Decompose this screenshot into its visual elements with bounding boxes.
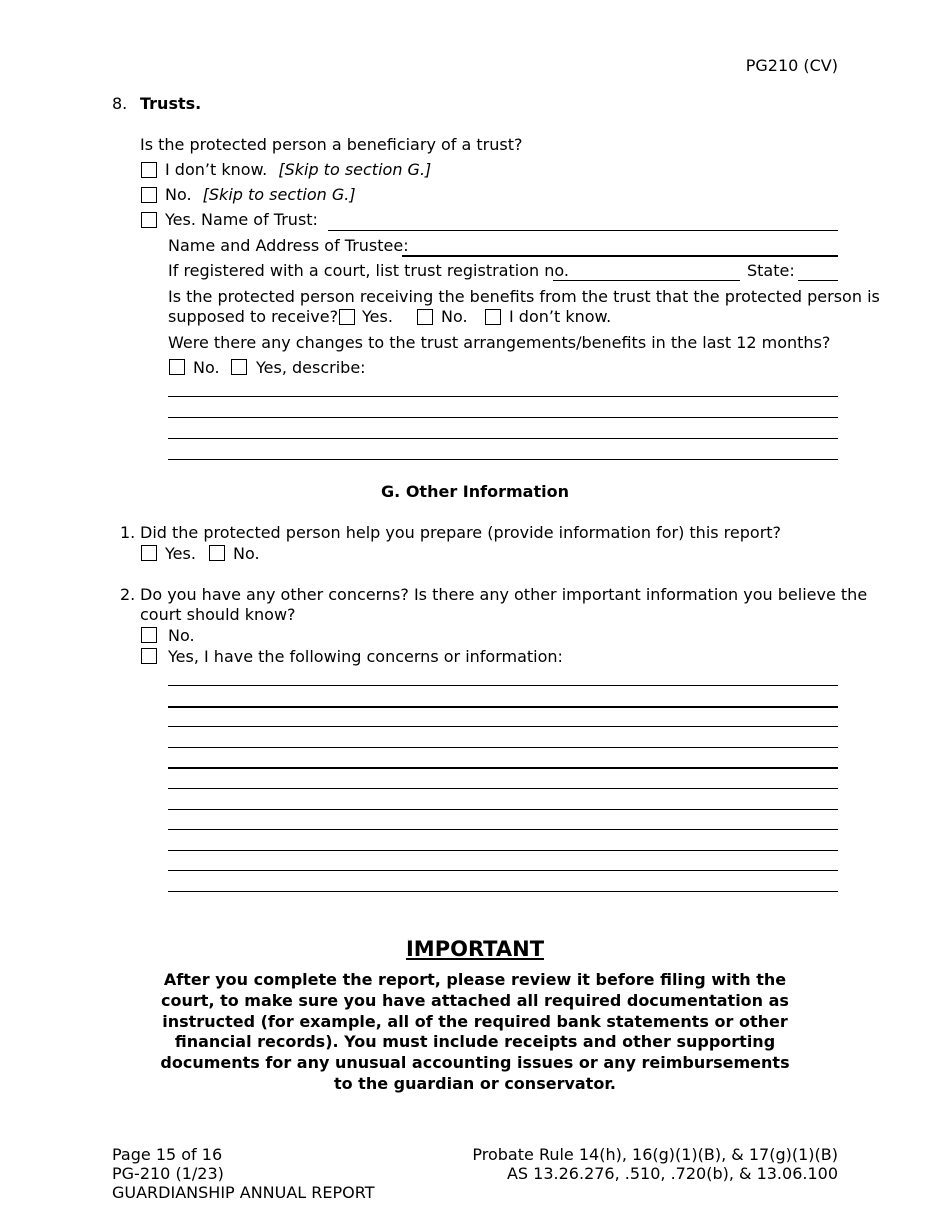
skip-note: [Skip to section G.]: [278, 160, 432, 179]
q2-no-label: No.: [168, 626, 195, 645]
describe-line[interactable]: [168, 417, 838, 418]
trustee-label: Name and Address of Trustee:: [168, 236, 409, 255]
footer-form-title: GUARDIANSHIP ANNUAL REPORT: [112, 1183, 375, 1202]
describe-line[interactable]: [168, 459, 838, 460]
state-line[interactable]: [798, 280, 838, 281]
no-trust-checkbox[interactable]: [141, 187, 157, 203]
q2-text-cont: court should know?: [140, 605, 296, 624]
registration-label: If registered with a court, list trust registration no.: [168, 261, 569, 280]
important-line: documents for any unusual accounting issues or any reimbursements: [160, 1053, 790, 1072]
changes-no-label: No.: [193, 358, 220, 377]
q2-yes-checkbox[interactable]: [141, 648, 157, 664]
concerns-line[interactable]: [168, 726, 838, 727]
q1-no-label: No.: [233, 544, 260, 563]
benefits-yes-label: Yes.: [362, 307, 393, 326]
q1-number: 1.: [120, 523, 136, 542]
registration-line[interactable]: [553, 280, 740, 281]
footer-statute: AS 13.26.276, .510, .720(b), & 13.06.100: [506, 1164, 838, 1183]
dont-know-checkbox[interactable]: [141, 162, 157, 178]
benefits-no-checkbox[interactable]: [417, 309, 433, 325]
section-title: Trusts.: [140, 94, 202, 113]
footer-page: Page 15 of 16: [112, 1145, 223, 1164]
dont-know-label: I don’t know. [Skip to section G.]: [165, 160, 432, 179]
form-code: PG210 (CV): [745, 56, 838, 75]
benefits-question: Is the protected person receiving the benefits from the trust that the protected person is: [168, 287, 880, 306]
concerns-line[interactable]: [168, 747, 838, 748]
footer-rule: Probate Rule 14(h), 16(g)(1)(B), & 17(g)(1)(B): [472, 1145, 838, 1164]
changes-no-checkbox[interactable]: [169, 359, 185, 375]
describe-line[interactable]: [168, 396, 838, 397]
concerns-line[interactable]: [168, 829, 838, 830]
trustee-line[interactable]: [402, 255, 838, 257]
concerns-line[interactable]: [168, 891, 838, 892]
changes-question: Were there any changes to the trust arrangements/benefits in the last 12 months?: [168, 333, 831, 352]
changes-yes-label: Yes, describe:: [256, 358, 366, 377]
q2-yes-label: Yes, I have the following concerns or information:: [168, 647, 563, 666]
benefits-question-cont: supposed to receive?: [168, 307, 339, 326]
concerns-line[interactable]: [168, 850, 838, 851]
trust-name-line[interactable]: [328, 230, 838, 231]
trust-question: Is the protected person a beneficiary of a trust?: [140, 135, 523, 154]
changes-yes-checkbox[interactable]: [231, 359, 247, 375]
important-line: court, to make sure you have attached all required documentation as: [161, 991, 789, 1010]
important-line: After you complete the report, please review it before filing with the: [163, 970, 787, 989]
q1-no-checkbox[interactable]: [209, 545, 225, 561]
skip-note: [Skip to section G.]: [202, 185, 356, 204]
q1-text: Did the protected person help you prepare (provide information for) this report?: [140, 523, 782, 542]
concerns-line[interactable]: [168, 809, 838, 810]
section-g-title: G. Other Information: [381, 482, 569, 501]
important-title: IMPORTANT: [405, 937, 545, 961]
state-label: State:: [747, 261, 795, 280]
q1-yes-checkbox[interactable]: [141, 545, 157, 561]
benefits-yes-checkbox[interactable]: [339, 309, 355, 325]
q2-no-checkbox[interactable]: [141, 627, 157, 643]
important-line: to the guardian or conservator.: [333, 1074, 617, 1093]
footer-form: PG-210 (1/23): [112, 1164, 224, 1183]
important-line: instructed (for example, all of the required bank statements or other: [162, 1012, 788, 1031]
concerns-line[interactable]: [168, 706, 838, 708]
benefits-dont-know-label: I don’t know.: [509, 307, 612, 326]
q2-number: 2.: [120, 585, 136, 604]
concerns-line[interactable]: [168, 685, 838, 686]
no-trust-label: No. [Skip to section G.]: [165, 185, 356, 204]
concerns-line[interactable]: [168, 788, 838, 789]
section-number: 8.: [112, 94, 128, 113]
yes-trust-checkbox[interactable]: [141, 212, 157, 228]
concerns-line[interactable]: [168, 767, 838, 769]
benefits-no-label: No.: [441, 307, 468, 326]
describe-line[interactable]: [168, 438, 838, 439]
benefits-dont-know-checkbox[interactable]: [485, 309, 501, 325]
concerns-line[interactable]: [168, 870, 838, 871]
q2-text: Do you have any other concerns? Is there any other important information you believe the: [140, 585, 868, 604]
trust-name-label: Yes. Name of Trust:: [165, 210, 318, 229]
q1-yes-label: Yes.: [165, 544, 196, 563]
important-line: financial records). You must include receipts and other supporting: [174, 1032, 776, 1051]
